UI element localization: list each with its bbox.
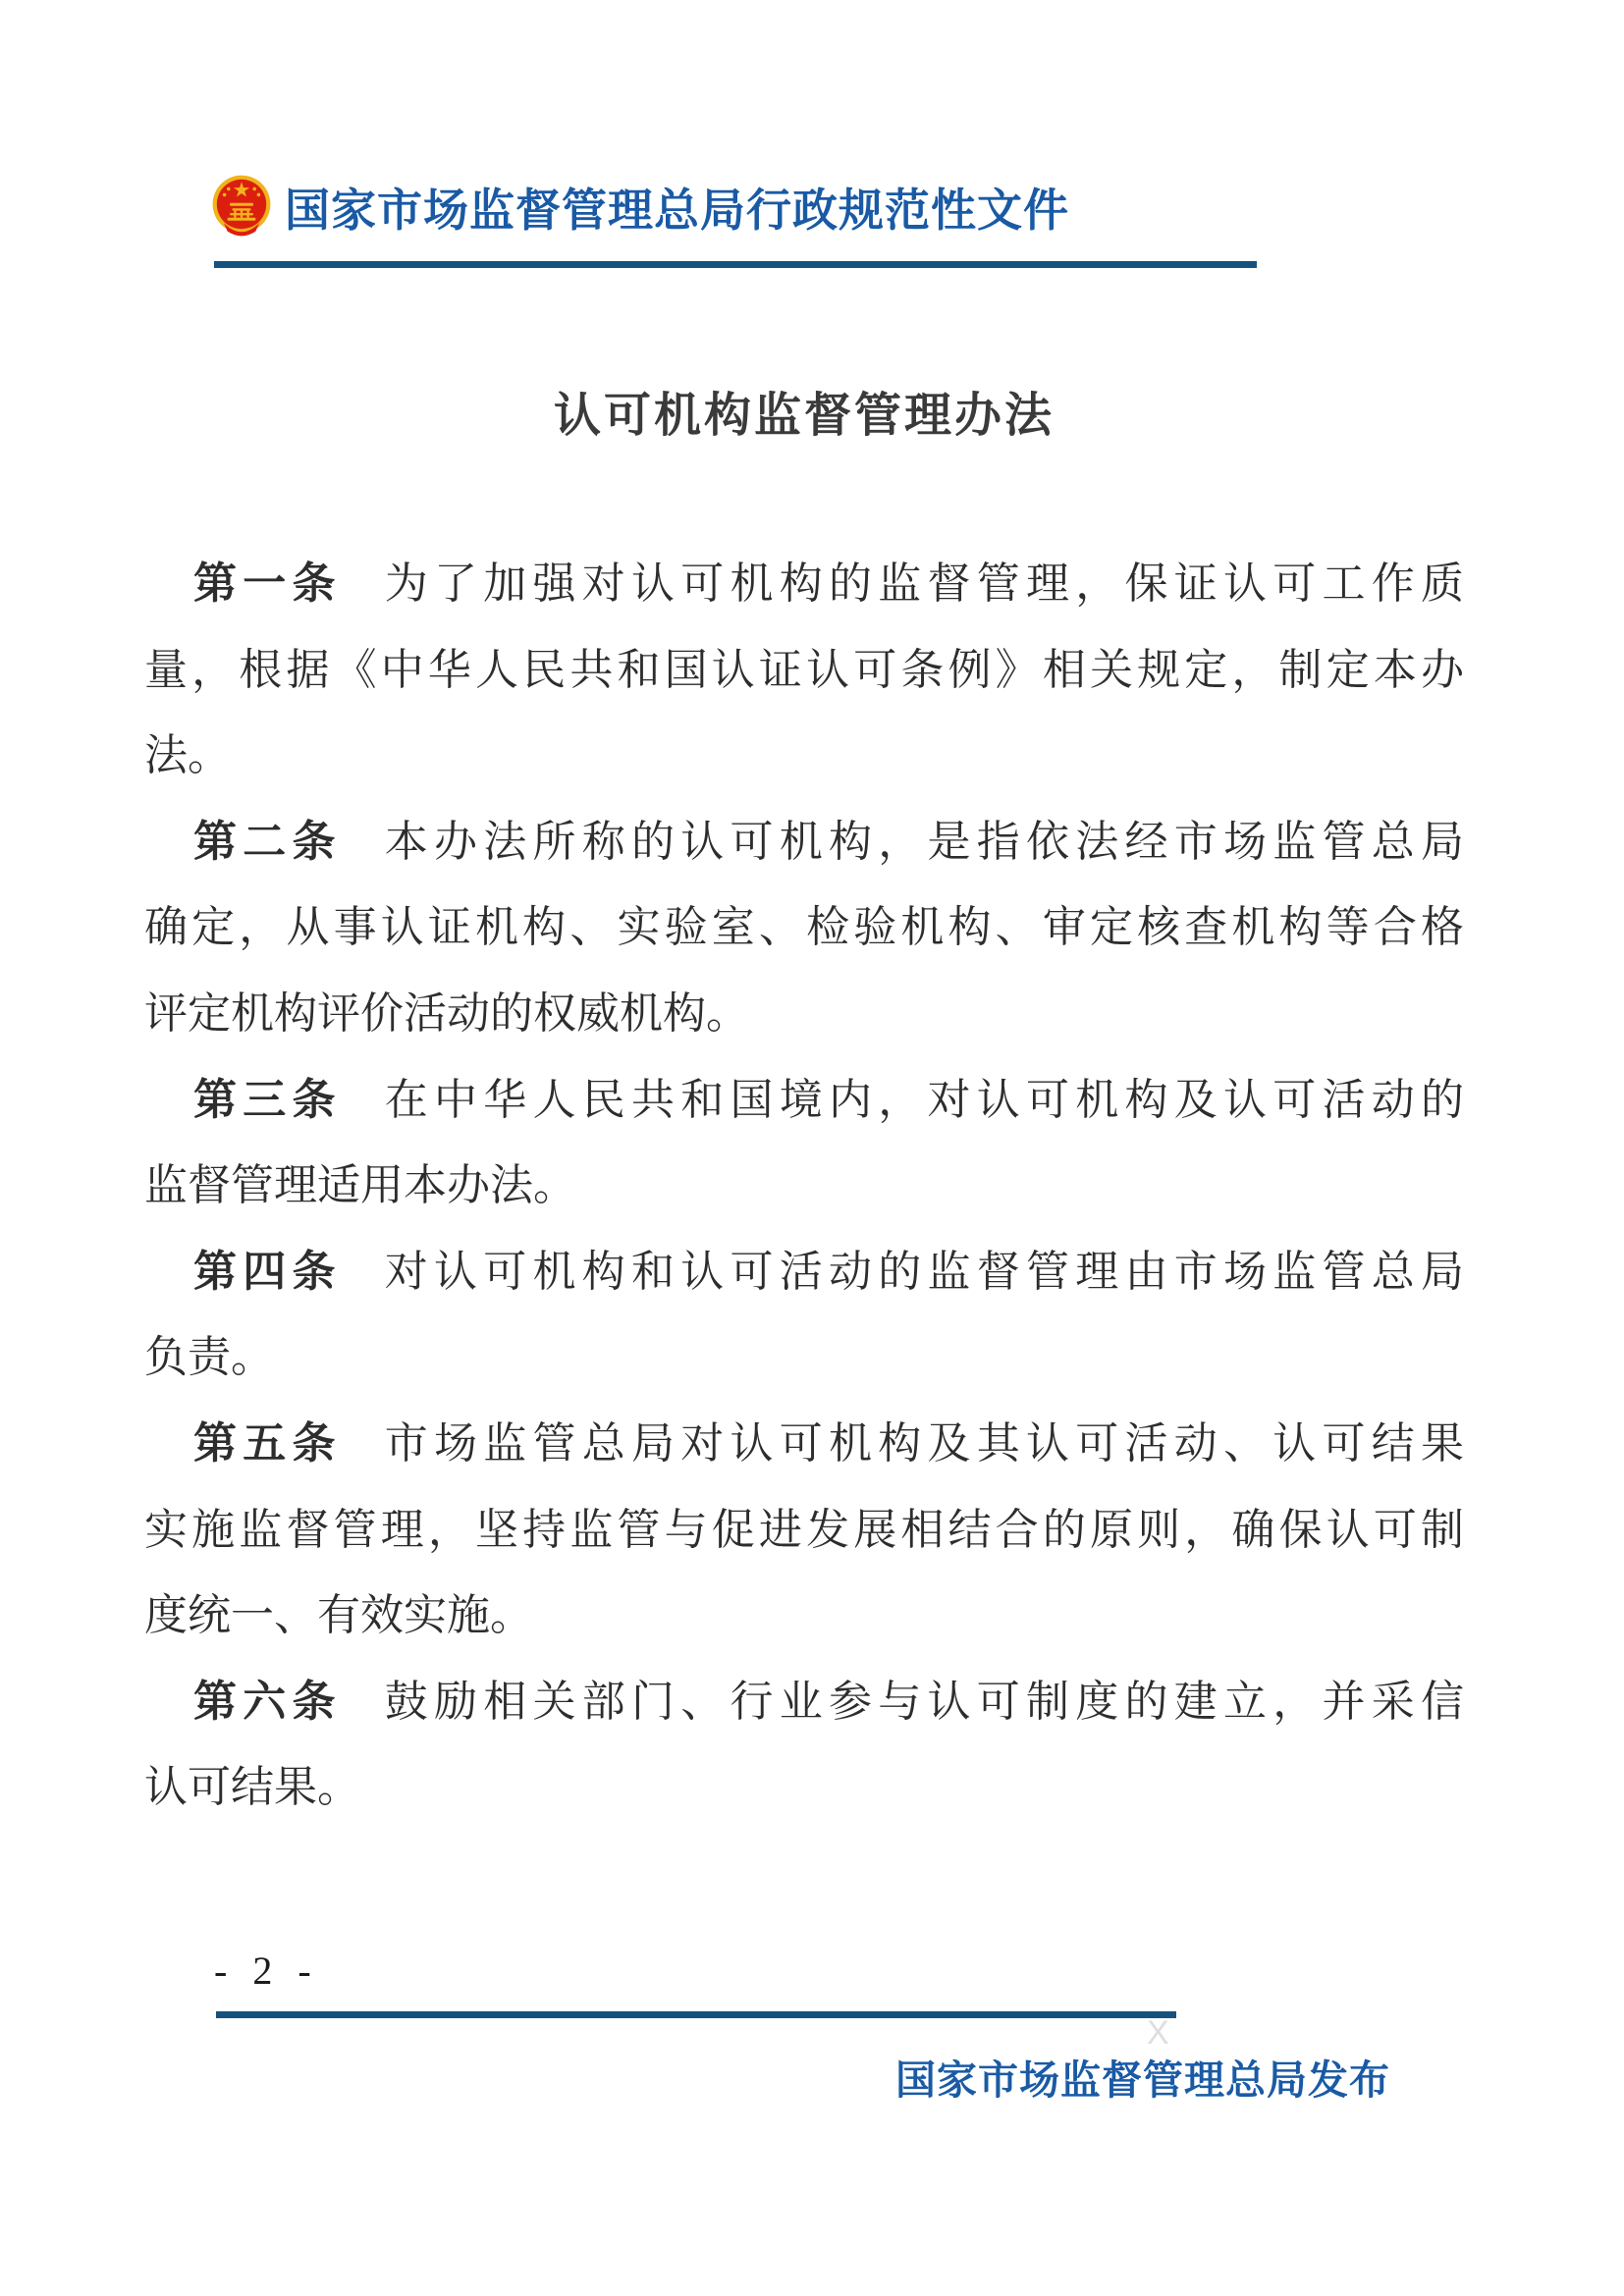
article-line: 评定机构评价活动的权威机构。 <box>144 988 749 1038</box>
header-divider <box>214 261 1257 268</box>
article-first-line: 第五条 市场监管总局对认可机构及其认可活动、认可结果 <box>193 1418 1464 1468</box>
header-doc-type-label: 国家市场监督管理总局行政规范性文件 <box>285 185 1069 236</box>
article-line: 量，根据《中华人民共和国认证认可条例》相关规定，制定本办 <box>144 645 1464 694</box>
article-line: 认可结果。 <box>144 1763 360 1812</box>
article-line: 实施监督管理，坚持监管与促进发展相结合的原则，确保认可制 <box>144 1505 1464 1554</box>
publisher-label: 国家市场监督管理总局发布 <box>895 2057 1390 2103</box>
article-first-line: 第一条 为了加强对认可机构的监督管理，保证认可工作质 <box>193 560 1464 608</box>
article-line: 监督管理适用本办法。 <box>144 1161 576 1210</box>
page-number: - 2 - <box>214 1949 319 1993</box>
article-line: 法。 <box>144 731 231 780</box>
article-line: 负责。 <box>144 1333 274 1382</box>
article-number-label: 第五条 <box>193 1418 342 1468</box>
article-number-label: 第二条 <box>193 817 342 866</box>
article-number-label: 第一条 <box>193 560 342 608</box>
document-title: 认可机构监督管理办法 <box>553 390 1055 442</box>
national-emblem-icon <box>212 175 271 240</box>
footer-divider <box>216 2011 1176 2018</box>
article-first-line: 第三条 在中华人民共和国境内，对认可机构及认可活动的 <box>193 1075 1464 1124</box>
page-fold-artifact: X <box>1147 2014 1169 2052</box>
article-number-label: 第三条 <box>193 1075 342 1124</box>
article-number-label: 第四条 <box>193 1247 342 1296</box>
document-header <box>212 175 1069 240</box>
document-body <box>144 541 1464 1831</box>
article-first-line: 第六条 鼓励相关部门、行业参与认可制度的建立，并采信 <box>193 1677 1464 1726</box>
article-line: 确定，从事认证机构、实验室、检验机构、审定核查机构等合格 <box>144 903 1464 952</box>
article-first-line: 第四条 对认可机构和认可活动的监督管理由市场监管总局 <box>193 1247 1464 1296</box>
article-first-line: 第二条 本办法所称的认可机构，是指依法经市场监管总局 <box>193 817 1464 866</box>
article-line: 度统一、有效实施。 <box>144 1591 533 1640</box>
article-number-label: 第六条 <box>193 1677 342 1726</box>
